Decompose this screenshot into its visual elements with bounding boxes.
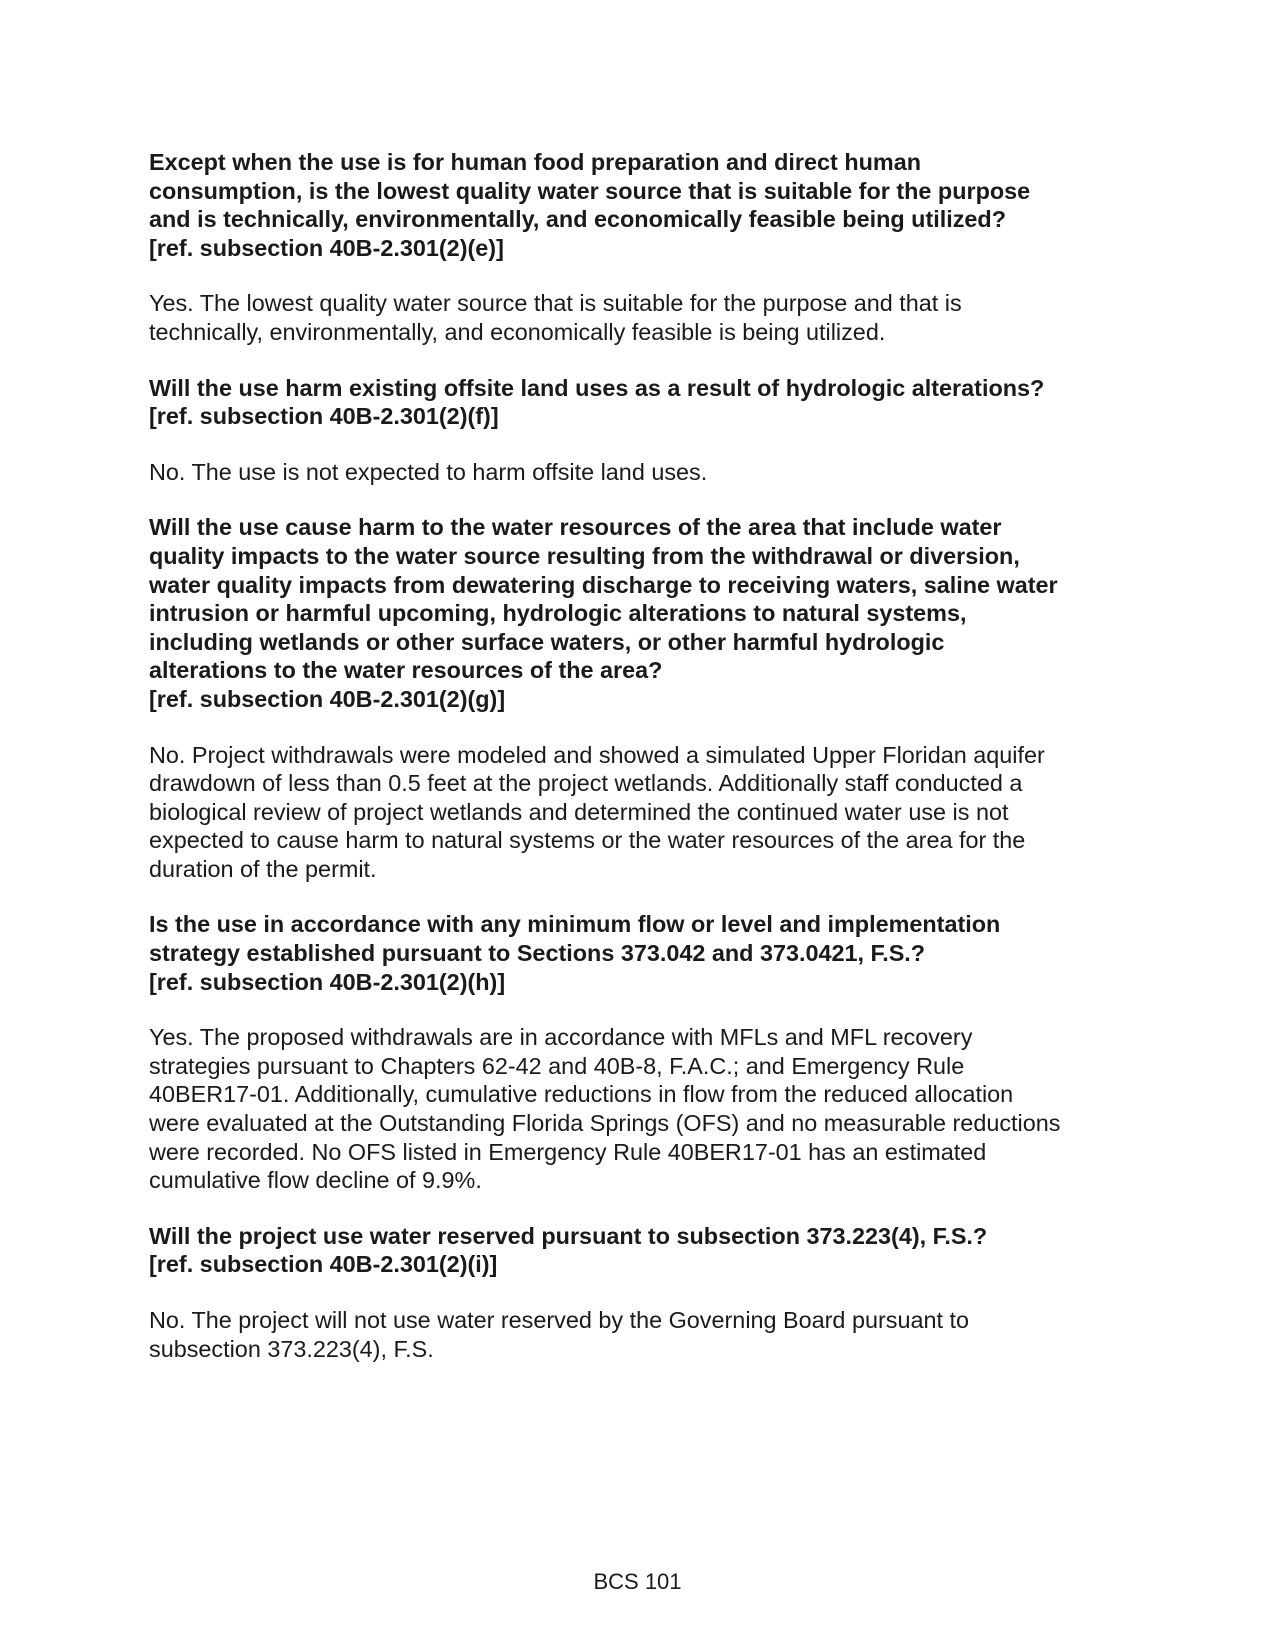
question-line: alterations to the water resources of the area?	[149, 657, 663, 684]
answer-line: were recorded. No OFS listed in Emergency Rule 40BER17-01 has an estimated	[149, 1138, 987, 1165]
answer-paragraph	[149, 741, 1134, 884]
answer-line: duration of the permit.	[149, 855, 377, 882]
qa-section-i	[149, 1222, 1134, 1363]
document-body	[149, 148, 1134, 1390]
answer-paragraph	[149, 289, 1134, 346]
page-footer	[0, 1569, 1275, 1595]
answer-line: were evaluated at the Outstanding Florida Springs (OFS) and no measurable reductions	[149, 1110, 1061, 1137]
question-reference: [ref. subsection 40B-2.301(2)(f)]	[149, 403, 499, 430]
answer-line: No. The project will not use water reserved by the Governing Board pursuant to	[149, 1307, 969, 1333]
question-heading	[149, 513, 1134, 713]
question-line: and is technically, environmentally, and economically feasible being utilized?	[149, 206, 1007, 233]
question-line: intrusion or harmful upcoming, hydrologic alterations to natural systems,	[149, 600, 967, 627]
answer-line: technically, environmentally, and economically feasible is being utilized.	[149, 318, 886, 345]
answer-line: drawdown of less than 0.5 feet at the project wetlands. Additionally staff conducted a	[149, 770, 1023, 797]
question-line: including wetlands or other surface waters, or other harmful hydrologic	[149, 628, 945, 655]
page-number: BCS 101	[593, 1569, 682, 1594]
qa-section-g	[149, 513, 1134, 883]
answer-line: Yes. The lowest quality water source that is suitable for the purpose and that is	[149, 290, 962, 317]
answer-line: strategies pursuant to Chapters 62-42 and 40B-8, F.A.C.; and Emergency Rule	[149, 1052, 965, 1079]
qa-section-f	[149, 374, 1134, 487]
answer-line: biological review of project wetlands and determined the continued water use is not	[149, 798, 1009, 825]
answer-paragraph	[149, 1306, 1134, 1363]
question-reference: [ref. subsection 40B-2.301(2)(g)]	[149, 685, 506, 712]
question-heading	[149, 910, 1134, 996]
answer-line: cumulative flow decline of 9.9%.	[149, 1167, 482, 1194]
question-reference: [ref. subsection 40B-2.301(2)(i)]	[149, 1251, 498, 1278]
qa-section-e	[149, 148, 1134, 347]
question-line: Will the project use water reserved pursuant to subsection 373.223(4), F.S.?	[149, 1222, 988, 1249]
answer-line: Yes. The proposed withdrawals are in accordance with MFLs and MFL recovery	[149, 1024, 973, 1051]
question-reference: [ref. subsection 40B-2.301(2)(h)]	[149, 968, 506, 995]
answer-line: No. Project withdrawals were modeled and showed a simulated Upper Floridan aquifer	[149, 741, 1045, 768]
question-line: Will the use harm existing offsite land uses as a result of hydrologic alterations?	[149, 374, 1045, 401]
answer-line: subsection 373.223(4), F.S.	[149, 1335, 434, 1362]
answer-line: No. The use is not expected to harm offsite land uses.	[149, 458, 708, 485]
question-line: strategy established pursuant to Sections 373.042 and 373.0421, F.S.?	[149, 940, 926, 967]
answer-line: expected to cause harm to natural systems or the water resources of the area for the	[149, 827, 1026, 854]
answer-line: 40BER17-01. Additionally, cumulative reductions in flow from the reduced allocation	[149, 1081, 1014, 1108]
question-heading	[149, 148, 1134, 262]
question-heading	[149, 374, 1134, 431]
qa-section-h	[149, 910, 1134, 1194]
question-line: consumption, is the lowest quality water source that is suitable for the purpose	[149, 177, 1031, 204]
question-line: Is the use in accordance with any minimum flow or level and implementation	[149, 911, 1001, 938]
question-line: water quality impacts from dewatering discharge to receiving waters, saline water	[149, 571, 1058, 598]
question-line: Except when the use is for human food preparation and direct human	[149, 149, 921, 175]
question-reference: [ref. subsection 40B-2.301(2)(e)]	[149, 234, 504, 261]
question-heading	[149, 1222, 1134, 1279]
question-line: Will the use cause harm to the water resources of the area that include water	[149, 514, 1002, 541]
answer-paragraph	[149, 1023, 1134, 1195]
answer-paragraph	[149, 458, 1134, 487]
question-line: quality impacts to the water source resulting from the withdrawal or diversion,	[149, 542, 1020, 569]
